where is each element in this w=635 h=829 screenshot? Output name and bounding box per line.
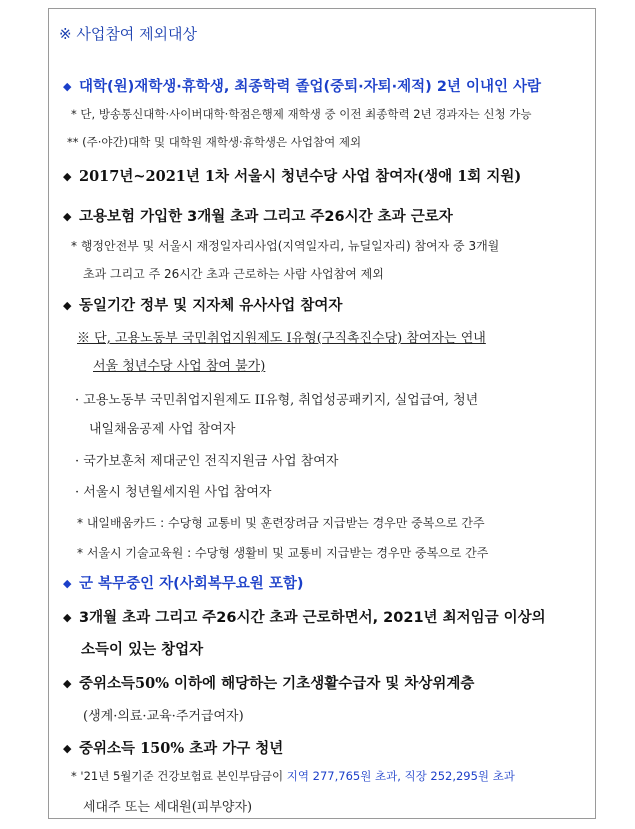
item-similar-programs: ◆ 동일기간 정부 및 지자체 유사사업 참여자 <box>63 297 343 314</box>
sub-item-veterans: · 국가보훈처 제대군인 전직지원금 사업 참여자 <box>75 454 339 469</box>
note-night-university: ** (주·야간)대학 및 대학원 재학생·휴학생은 사업참여 제외 <box>67 135 362 149</box>
item-insured-workers: ◆ 고용보험 가입한 3개월 초과 그리고 주26시간 초과 근로자 <box>63 209 453 225</box>
note-cyber-university: * 단, 방송통신대학·사이버대학·학점은행제 재학생 중 이전 최종학력 2년 경과자는 신청 가능 <box>71 107 532 121</box>
note-household-members: 세대주 또는 세대원(피부양자) <box>83 800 253 815</box>
diamond-bullet-icon: ◆ <box>63 299 72 312</box>
item-entrepreneurs-line1: ◆ 3개월 초과 그리고 주26시간 초과 근로하면서, 2021년 최저임금 이상의 <box>63 610 546 626</box>
note-health-insurance: * '21년 5월기준 건강보험료 본인부담금이 지역 277,765원 초과, 직장 252,295원 초과 <box>71 769 515 783</box>
exclusion-criteria-box <box>48 8 596 819</box>
note-technical-institute: * 서울시 기술교육원 : 수당형 생활비 및 교통비 지급받는 경우만 중복으로 간주 <box>77 546 489 560</box>
diamond-bullet-icon: ◆ <box>63 80 72 93</box>
diamond-bullet-icon: ◆ <box>63 611 72 624</box>
diamond-bullet-icon: ◆ <box>63 210 72 223</box>
diamond-bullet-icon: ◆ <box>63 742 72 755</box>
note-public-jobs-line1: * 행정안전부 및 서울시 재정일자리사업(지역일자리, 뉴딜일자리) 참여자 중 3개월 <box>71 239 500 253</box>
item-prior-participants: ◆ 2017년~2021년 1차 서울시 청년수당 사업 참여자(생애 1회 지원) <box>63 168 522 185</box>
item-low-income: ◆ 중위소득50% 이하에 해당하는 기초생활수급자 및 차상위계층 <box>63 675 475 692</box>
item-high-income: ◆ 중위소득 150% 초과 가구 청년 <box>63 740 284 757</box>
sub-item-rent-support: · 서울시 청년월세지원 사업 참여자 <box>75 485 272 500</box>
sub-item-employment-programs-line1: · 고용노동부 국민취업지원제도 II유형, 취업성공패키지, 실업급여, 청년 <box>75 393 479 408</box>
diamond-bullet-icon: ◆ <box>63 170 72 183</box>
item-military-service: ◆ 군 복무중인 자(사회복무요원 포함) <box>63 576 304 592</box>
item-university-students: ◆ 대학(원)재학생·휴학생, 최종학력 졸업(중퇴·자퇴·제적) 2년 이내인 사람 <box>63 79 542 95</box>
note-national-employment-line2: 서울 청년수당 사업 참여 불가) <box>93 359 266 374</box>
diamond-bullet-icon: ◆ <box>63 677 72 690</box>
diamond-bullet-icon: ◆ <box>63 577 72 590</box>
note-public-jobs-line2: 초과 그리고 주 26시간 초과 근로하는 사람 사업참여 제외 <box>83 267 384 281</box>
sub-benefit-types: (생계·의료·교육·주거급여자) <box>83 709 244 724</box>
section-title: ※ 사업참여 제외대상 <box>59 25 198 43</box>
note-learning-card: * 내일배움카드 : 수당형 교통비 및 훈련장려금 지급받는 경우만 중복으로 간주 <box>77 516 485 530</box>
note-national-employment-line1: ※ 단, 고용노동부 국민취업지원제도 I유형(구직촉진수당) 참여자는 연내 <box>77 331 486 346</box>
item-entrepreneurs-line2: 소득이 있는 창업자 <box>81 642 204 658</box>
sub-item-employment-programs-line2: 내일채움공제 사업 참여자 <box>89 422 236 437</box>
